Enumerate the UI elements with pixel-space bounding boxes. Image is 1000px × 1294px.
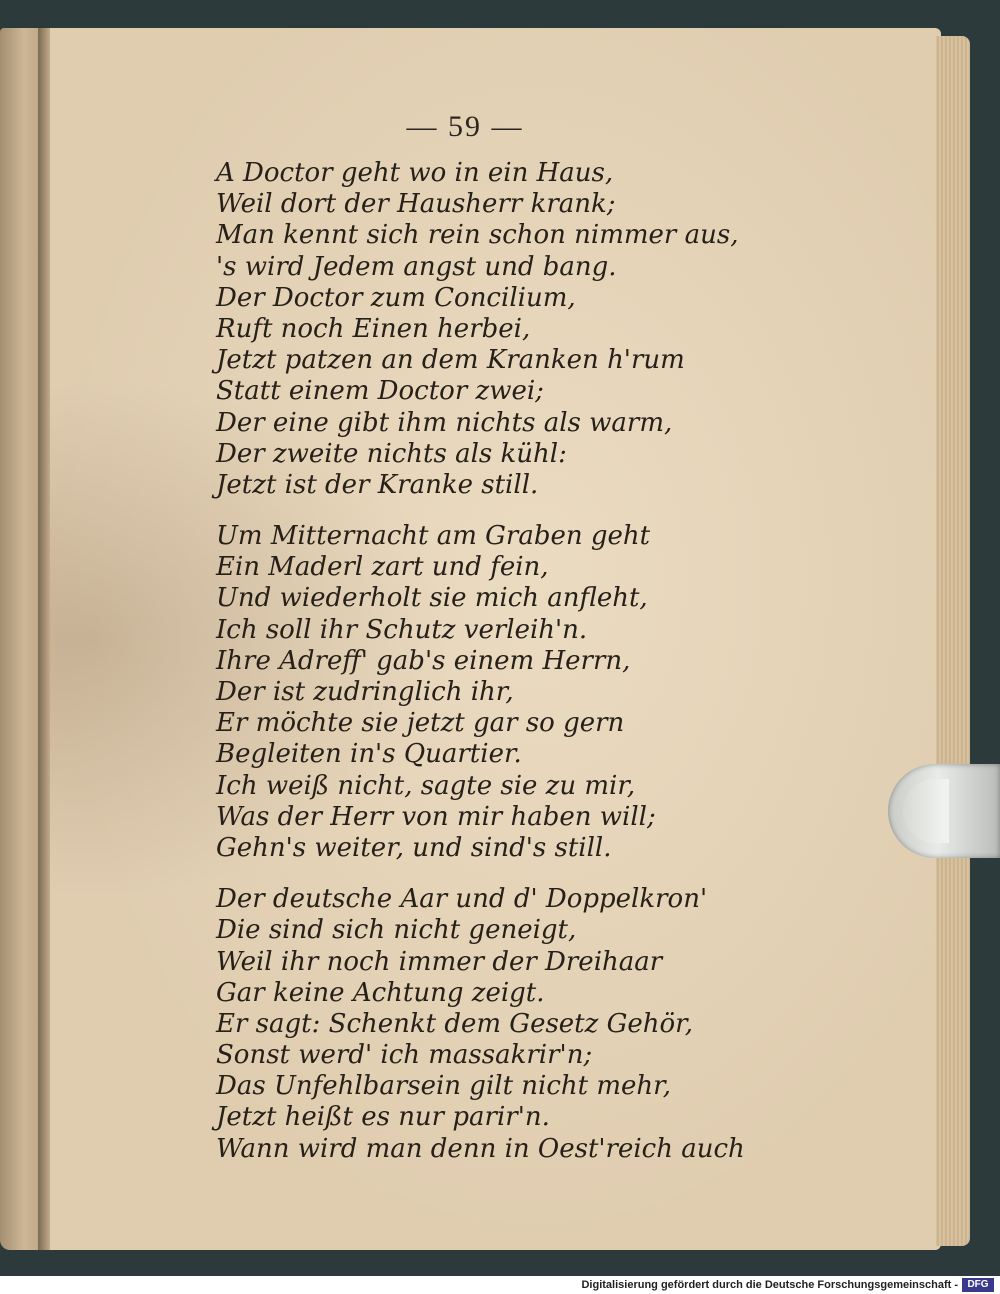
- poem-line: Der zweite nichts als kühl:: [216, 438, 567, 469]
- poem-line: Gar keine Achtung zeigt.: [216, 977, 545, 1008]
- stanza-2: [216, 521, 776, 864]
- stanza-gap: [216, 864, 776, 884]
- poem-line: Wann wird man denn in Oest'reich auch: [216, 1133, 745, 1164]
- poem-line: Der ist zudringlich ihr,: [216, 677, 514, 707]
- poem-line: 's wird Jedem angst und bang.: [216, 251, 617, 282]
- stanza-1: [216, 158, 776, 501]
- poem-line: Ein Maderl zart und fein,: [216, 552, 549, 583]
- poem-line: Er möchte sie jetzt gar so gern: [216, 708, 625, 739]
- poem-line: Man kennt sich rein schon nimmer aus,: [216, 220, 739, 251]
- page-stack-edge: [936, 36, 970, 1246]
- poem-line: Und wiederholt sie mich anfleht,: [216, 583, 648, 614]
- page-number: — 59 —: [406, 110, 524, 143]
- poem-line: Begleiten in's Quartier.: [216, 739, 522, 770]
- poem-line: Statt einem Doctor zwei;: [216, 376, 544, 407]
- poem-line: Der eine gibt ihm nichts als warm,: [216, 407, 673, 438]
- poem-line: Die sind sich nicht geneigt,: [216, 915, 577, 946]
- poem-line: Das Unfehlbarsein gilt nicht mehr,: [216, 1071, 671, 1102]
- poem-text: [216, 158, 776, 1165]
- poem-line: Ich soll ihr Schutz verleih'n.: [216, 614, 588, 645]
- poem-line: Ruft noch Einen herbei,: [216, 313, 531, 344]
- funding-credit: Digitalisierung gefördert durch die Deutsche Forschungsgemeinschaft -: [581, 1279, 958, 1291]
- poem-line: Weil ihr noch immer der Dreihaar: [216, 946, 663, 977]
- poem-line: Jetzt patzen an dem Kranken h'rum: [216, 345, 685, 376]
- poem-line: Jetzt ist der Kranke still.: [216, 469, 539, 500]
- book-gutter: [38, 28, 50, 1250]
- poem-line: Er sagt: Schenkt dem Gesetz Gehör,: [216, 1008, 693, 1039]
- stanza-3: [216, 884, 776, 1165]
- poem-line: Ich weiß nicht, sagte sie zu mir,: [216, 770, 636, 801]
- poem-line: Der Doctor zum Concilium,: [216, 282, 576, 313]
- poem-line: Sonst werd' ich massakrir'n;: [216, 1040, 593, 1071]
- poem-line: Ihre Adreff' gab's einem Herrn,: [216, 645, 631, 676]
- poem-line: Um Mitternacht am Graben geht: [216, 521, 651, 552]
- stanza-gap: [216, 501, 776, 521]
- poem-line: Gehn's weiter, und sind's still.: [216, 832, 612, 863]
- poem-line: Weil dort der Hausherr krank;: [216, 189, 616, 220]
- poem-line: Was der Herr von mir haben will;: [216, 801, 656, 832]
- dfg-logo: DFG: [962, 1278, 994, 1292]
- poem-line: A Doctor geht wo in ein Haus,: [216, 158, 614, 188]
- poem-line: Jetzt heißt es nur parir'n.: [216, 1102, 550, 1133]
- poem-line: Der deutsche Aar und d' Doppelkron': [216, 884, 708, 915]
